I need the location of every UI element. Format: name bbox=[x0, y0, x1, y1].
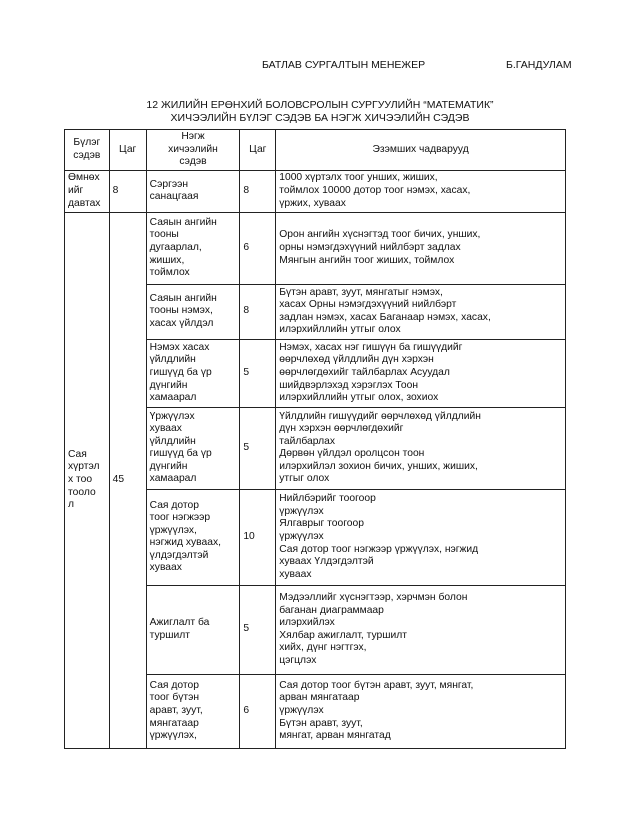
skills-cell: Нийлбэрийг тоогоор үржүүлэх Ялгаврыг тоогоор үржүүлэх Сая дотор тоог нэгжээр үржүүлэх, нэгжид хуваах Үлдэгдэлтэй хуваах bbox=[276, 489, 566, 585]
chapter-hours-cell: 8 bbox=[109, 170, 146, 212]
skills-cell: Бүтэн аравт, зуут, мянгатыг нэмэх, хасах Орны нэмэгдэхүүний нийлбэрт задлан нэмэх, хасах Баганаар нэмэх, хасах, илэрхийллийн утгыг олох bbox=[276, 284, 566, 339]
header-chapter: Бүлэг сэдэв bbox=[65, 130, 110, 171]
header-skills: Эзэмших чадварууд bbox=[276, 130, 566, 171]
unit-hours-cell: 8 bbox=[240, 284, 276, 339]
skills-cell: Орон ангийн хүснэгтэд тоог бичих, унших, орны нэмэгдэхүүний нийлбэрт задлах Мянгын ангийн тоог жиших, тоймлох bbox=[276, 212, 566, 284]
unit-hours-cell: 8 bbox=[240, 170, 276, 212]
unit-cell: Сая дотор тоог нэгжээр үржүүлэх, нэгжид хуваах, үлдэгдэлтэй хуваах bbox=[146, 489, 240, 585]
table-header-row bbox=[65, 130, 566, 171]
unit-hours-cell: 5 bbox=[240, 585, 276, 674]
unit-cell: Нэмэх хасах үйлдлийн гишүүд ба үр дүнгийн хамаарал bbox=[146, 339, 240, 407]
unit-cell: Саяын ангийн тооны нэмэх, хасах үйлдэл bbox=[146, 284, 240, 339]
unit-hours-cell: 5 bbox=[240, 407, 276, 489]
unit-hours-cell: 10 bbox=[240, 489, 276, 585]
unit-cell: Үржүүлэх хуваах үйлдлийн гишүүд ба үр дүнгийн хамаарал bbox=[146, 407, 240, 489]
unit-cell: Сэргээн санацгаая bbox=[146, 170, 240, 212]
approver-role: БАТЛАВ СУРГАЛТЫН МЕНЕЖЕР bbox=[262, 59, 426, 71]
table-row bbox=[65, 212, 566, 284]
skills-cell: 1000 хүртэлх тоог унших, жиших, тоймлох 10000 дотор тоог нэмэх, хасах, үржих, хуваах bbox=[276, 170, 566, 212]
header-unit-hours: Цаг bbox=[240, 130, 276, 171]
unit-cell: Ажиглалт ба туршилт bbox=[146, 585, 240, 674]
title-line-2: ХИЧЭЭЛИЙН БҮЛЭГ СЭДЭВ БА НЭГЖ ХИЧЭЭЛИЙН СЭДЭВ bbox=[170, 112, 470, 124]
skills-cell: Үйлдлийн гишүүдийг өөрчлөхөд үйлдлийн дүн хэрхэн өөрчлөгдөхийг тайлбарлах Дөрвөн үйлдэл оролцсон тоон илэрхийлэл зохион бичих, унших, жиших, утгыг олох bbox=[276, 407, 566, 489]
unit-cell: Сая дотор тоог бүтэн аравт, зуут, мянгатаар үржүүлэх, bbox=[146, 674, 240, 748]
skills-cell: Мэдээллийг хүснэгтээр, хэрчмэн болон баганан диаграммаар илэрхийлэх Хялбар ажиглалт, туршилт хийх, дүнг нэгтгэх, цэгцлэх bbox=[276, 585, 566, 674]
unit-hours-cell: 6 bbox=[240, 212, 276, 284]
chapter-cell: Өмнөх ийг давтах bbox=[65, 170, 110, 212]
header-unit: Нэгж хичээлийн сэдэв bbox=[146, 130, 240, 171]
unit-cell: Саяын ангийн тооны дугаарлал, жиших, тоймлох bbox=[146, 212, 240, 284]
chapter-cell: Сая хүртэл х тоо тооло л bbox=[65, 212, 110, 748]
skills-cell: Сая дотор тоог бүтэн аравт, зуут, мянгат, арван мянгатаар үржүүлэх Бүтэн аравт, зуут, мянгат, арван мянгатад bbox=[276, 674, 566, 748]
unit-hours-cell: 6 bbox=[240, 674, 276, 748]
approver-name: Б.ГАНДУЛАМ bbox=[506, 59, 572, 71]
skills-cell: Нэмэх, хасах нэг гишүүн ба гишүүдийг өөрчлөхөд үйлдлийн дүн хэрхэн өөрчлөгдөхийг тайлбарлах Асуудал шийдвэрлэхэд хэрэглэх Тоон илэрхийллийн утгыг олох, зохиох bbox=[276, 339, 566, 407]
unit-hours-cell: 5 bbox=[240, 339, 276, 407]
header-hours: Цаг bbox=[109, 130, 146, 171]
table-row bbox=[65, 170, 566, 212]
curriculum-table bbox=[64, 129, 566, 749]
title-line-1: 12 ЖИЛИЙН ЕРӨНХИЙ БОЛОВСРОЛЫН СУРГУУЛИЙН “МАТЕМАТИК” bbox=[146, 99, 494, 111]
chapter-hours-cell: 45 bbox=[109, 212, 146, 748]
document-title bbox=[70, 99, 570, 125]
